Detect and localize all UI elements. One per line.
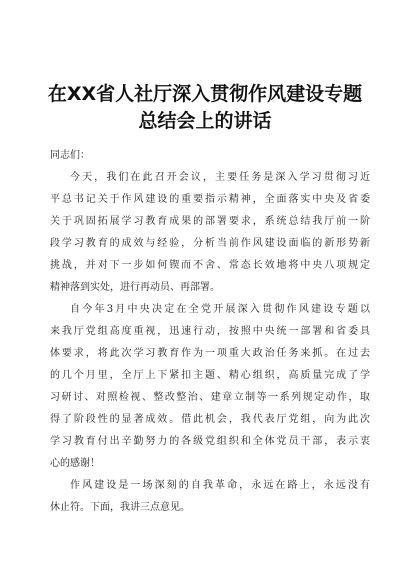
paragraph-line: 得了阶段性的显著成效。借此机会，我代表厅党组，向为此次 <box>50 414 370 425</box>
paragraph-line: 平总书记关于作风建设的重要指示精神，全面落实中央及省委 <box>50 194 370 205</box>
document-title-line-1: 在XX省人社厅深入贯彻作风建设专题 <box>47 83 363 105</box>
paragraph-1 <box>50 167 370 299</box>
paragraph-line: 学习教育付出辛勤努力的各级党组织和全体党员干部，表示衷 <box>50 436 370 447</box>
paragraph-line: 来我厅党组高度重视，迅速行动，按照中央统一部署和省委具 <box>50 326 370 337</box>
paragraph-line: 的几个月里，全厅上下紧扣主题、精心组织，高质量完成了学 <box>50 370 370 381</box>
paragraph-line: 段学习教育的成效与经验，分析当前作风建设面临的新形势新 <box>50 238 370 249</box>
document-title-line-2: 总结会上的讲话 <box>138 110 272 132</box>
paragraph-line: 关于巩固拓展学习教育成果的部署要求，系统总结我厅前一阶 <box>50 216 370 227</box>
paragraph-line: 自今年3月中央决定在全党开展深入贯彻作风建设专题以 <box>70 304 370 315</box>
paragraph-line: 精神落到实处，进行再动员、再部署。 <box>50 282 220 293</box>
paragraph-line: 心的感谢！ <box>50 458 100 469</box>
paragraph-2 <box>50 299 370 475</box>
paragraph-line: 今天，我们在此召开会议，主要任务是深入学习贯彻习近 <box>70 172 370 183</box>
paragraph-line: 体要求，将此次学习教育作为一项重大政治任务来抓。在过去 <box>50 348 370 359</box>
paragraph-line: 挑战，并对下一步如何锲而不舍、常态长效地将中央八项规定 <box>50 260 370 271</box>
paragraph-line: 习研讨、对照检视、整改整治、建章立制等一系列规定动作，取 <box>50 392 370 403</box>
paragraph-line: 休止符。下面，我讲三点意见。 <box>50 502 190 513</box>
document-body <box>50 145 370 519</box>
paragraph-3 <box>50 475 370 519</box>
paragraph-line: 作风建设是一场深刻的自我革命，永远在路上，永远没有 <box>70 480 370 491</box>
salutation: 同志们： <box>50 150 90 161</box>
